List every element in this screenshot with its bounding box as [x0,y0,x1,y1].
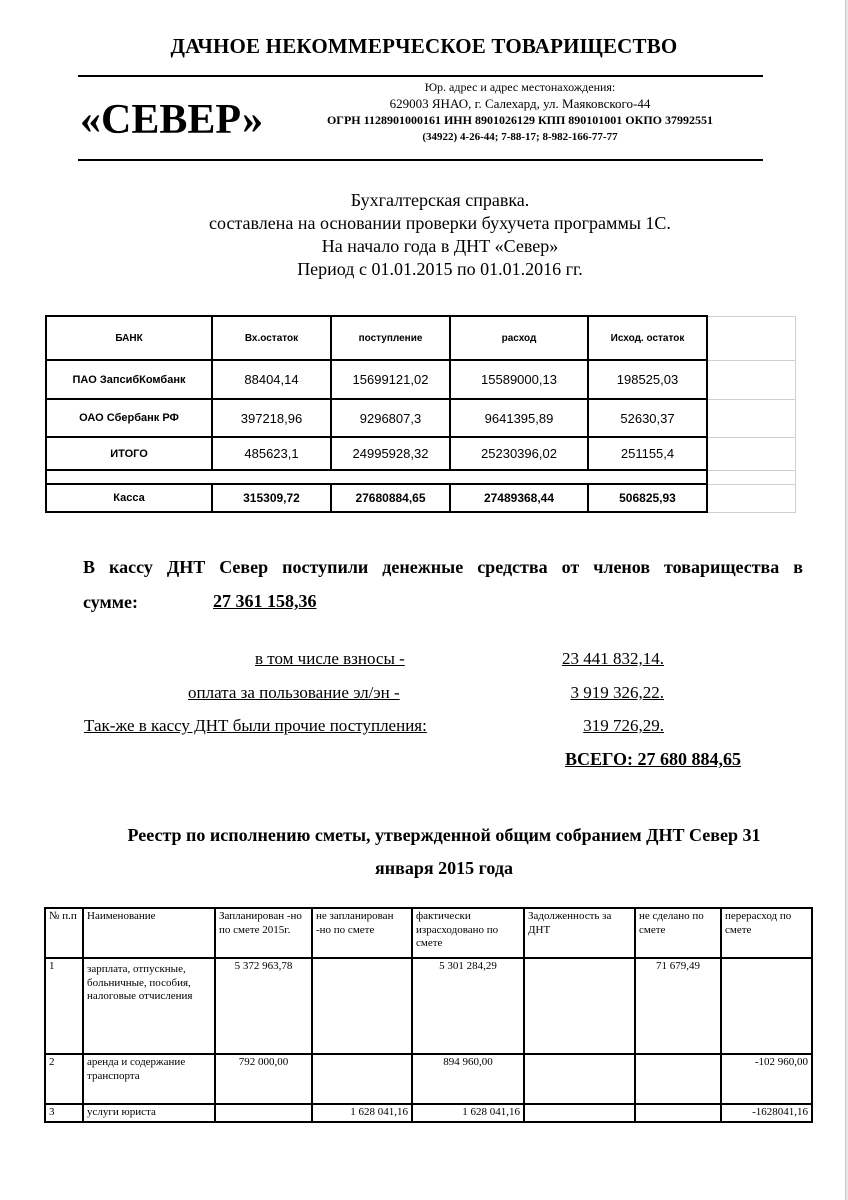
fees-value-text: 23 441 832,14. [562,649,664,668]
bank-header-row [46,316,796,360]
bank-empty-cell [707,437,796,470]
register-num-cell: 1 [45,958,83,1054]
register-planned-cell: 5 372 963,78 [215,958,312,1054]
receipts-sum-value: 27 361 158,36 [213,591,317,611]
receipts-intro: В кассу ДНТ Север поступили денежные средства от членов товарищества в [83,557,803,577]
register-header-cell: не запланирован -но по смете [312,908,412,958]
bank-value-cell: 52630,37 [588,399,707,437]
electricity-value-text: 3 919 326,22. [570,683,664,702]
register-unplanned-cell: 1 628 041,16 [312,1104,412,1122]
register-title-line-1: Реестр по исполнению сметы, утвержденной общим собранием ДНТ Север 31 [127,825,761,845]
bank-header-cell: поступление [331,316,450,360]
register-table [44,907,813,1123]
heading-line-4: Период с 01.01.2015 по 01.01.2016 гг. [297,259,583,279]
register-name-cell: зарплата, отпускные, больничные, пособия, налоговые отчисления [83,958,215,1054]
bank-value-cell: 15699121,02 [331,360,450,399]
bank-total-row [46,437,796,470]
kassa-value-cell: 27489368,44 [450,484,588,512]
register-num-cell: 3 [45,1104,83,1122]
bank-table [45,315,796,513]
register-header-cell: не сделано по смете [635,908,721,958]
bank-empty-cell [707,399,796,437]
kassa-name-cell: Касса [46,484,212,512]
register-row [45,1104,812,1122]
fees-label: в том числе взносы - [255,649,405,668]
address-block [280,79,760,145]
other-receipts-value [488,716,664,736]
kassa-value-cell: 506825,93 [588,484,707,512]
header-rule-bottom [78,159,763,161]
bank-value-cell: 25230396,02 [450,437,588,470]
register-header-cell: Задолженность за ДНТ [524,908,635,958]
register-debt-cell [524,1054,635,1104]
bank-name-cell: ИТОГО [46,437,212,470]
bank-name-cell: ПАО ЗапсибКомбанк [46,360,212,399]
kassa-row [46,484,796,512]
register-header-cell: № п.п [45,908,83,958]
register-debt-cell [524,958,635,1054]
register-unplanned-cell [312,1054,412,1104]
register-header-cell: Запланирован -но по смете 2015г. [215,908,312,958]
register-header-row [45,908,812,958]
codes-line: ОГРН 1128901000161 ИНН 8901026129 КПП 890101001 ОКПО 37992551 [326,113,714,127]
bank-row [46,360,796,399]
bank-row [46,399,796,437]
bank-value-cell: 9296807,3 [331,399,450,437]
register-not-done-cell [635,1054,721,1104]
electricity-value [440,683,664,703]
register-overspend-cell [721,958,812,1054]
bank-spacer-row [46,470,796,484]
other-receipts-label: Так-же в кассу ДНТ были прочие поступления: [84,716,427,735]
kassa-value-cell: 315309,72 [212,484,331,512]
fees-value [434,649,664,669]
register-planned-cell: 792 000,00 [215,1054,312,1104]
bank-header-cell: Исход. остаток [588,316,707,360]
register-name-cell: аренда и содержание транспорта [83,1054,215,1104]
register-unplanned-cell [312,958,412,1054]
register-not-done-cell [635,1104,721,1122]
bank-value-cell: 397218,96 [212,399,331,437]
register-title-line-2: января 2015 года [375,858,513,878]
register-num-cell: 2 [45,1054,83,1104]
bank-empty-cell [707,484,796,512]
register-not-done-cell: 71 679,49 [635,958,721,1054]
address-line: 629003 ЯНАО, г. Салехард, ул. Маяковского-44 [389,95,651,111]
bank-empty-cell [707,316,796,360]
register-planned-cell [215,1104,312,1122]
register-actual-cell: 5 301 284,29 [412,958,524,1054]
register-overspend-cell: -102 960,00 [721,1054,812,1104]
bank-spacer-cell [46,470,707,484]
register-header-cell: перерасход по смете [721,908,812,958]
heading-line-3: На начало года в ДНТ «Север» [321,236,559,256]
bank-empty-cell [707,470,796,484]
bank-value-cell: 485623,1 [212,437,331,470]
bank-value-cell: 9641395,89 [450,399,588,437]
heading-line-2: составлена на основании проверки бухучета программы 1С. [209,213,671,233]
report-heading [0,189,848,281]
phones-line: (34922) 4-26-44; 7-88-17; 8-982-166-77-77 [422,130,618,143]
bank-value-cell: 88404,14 [212,360,331,399]
register-row [45,1054,812,1104]
register-debt-cell [524,1104,635,1122]
bank-header-cell: Вх.остаток [212,316,331,360]
org-title: ДАЧНОЕ НЕКОММЕРЧЕСКОЕ ТОВАРИЩЕСТВО [170,34,678,58]
bank-name-cell: ОАО Сбербанк РФ [46,399,212,437]
register-name-cell: услуги юриста [83,1104,215,1122]
bank-header-cell: расход [450,316,588,360]
bank-empty-cell [707,360,796,399]
bank-header-cell: БАНК [46,316,212,360]
register-actual-cell: 894 960,00 [412,1054,524,1104]
electricity-label: оплата за пользование эл/эн - [188,683,400,702]
receipts-sum-label: сумме: [83,592,139,612]
register-row [45,958,812,1054]
bank-value-cell: 15589000,13 [450,360,588,399]
brand-name: «СЕВЕР» [80,97,264,143]
register-title [0,819,848,885]
bank-value-cell: 251155,4 [588,437,707,470]
register-overspend-cell: -1628041,16 [721,1104,812,1122]
other-receipts-value-text: 319 726,29. [583,716,664,735]
header-rule-top [78,75,763,77]
register-actual-cell: 1 628 041,16 [412,1104,524,1122]
kassa-value-cell: 27680884,65 [331,484,450,512]
register-header-cell: фактически израсходовано по смете [412,908,524,958]
receipts-total: ВСЕГО: 27 680 884,65 [565,749,742,769]
bank-value-cell: 198525,03 [588,360,707,399]
address-label: Юр. адрес и адрес местонахождения: [424,80,616,94]
register-header-cell: Наименование [83,908,215,958]
heading-line-1: Бухгалтерская справка. [350,190,530,210]
bank-value-cell: 24995928,32 [331,437,450,470]
